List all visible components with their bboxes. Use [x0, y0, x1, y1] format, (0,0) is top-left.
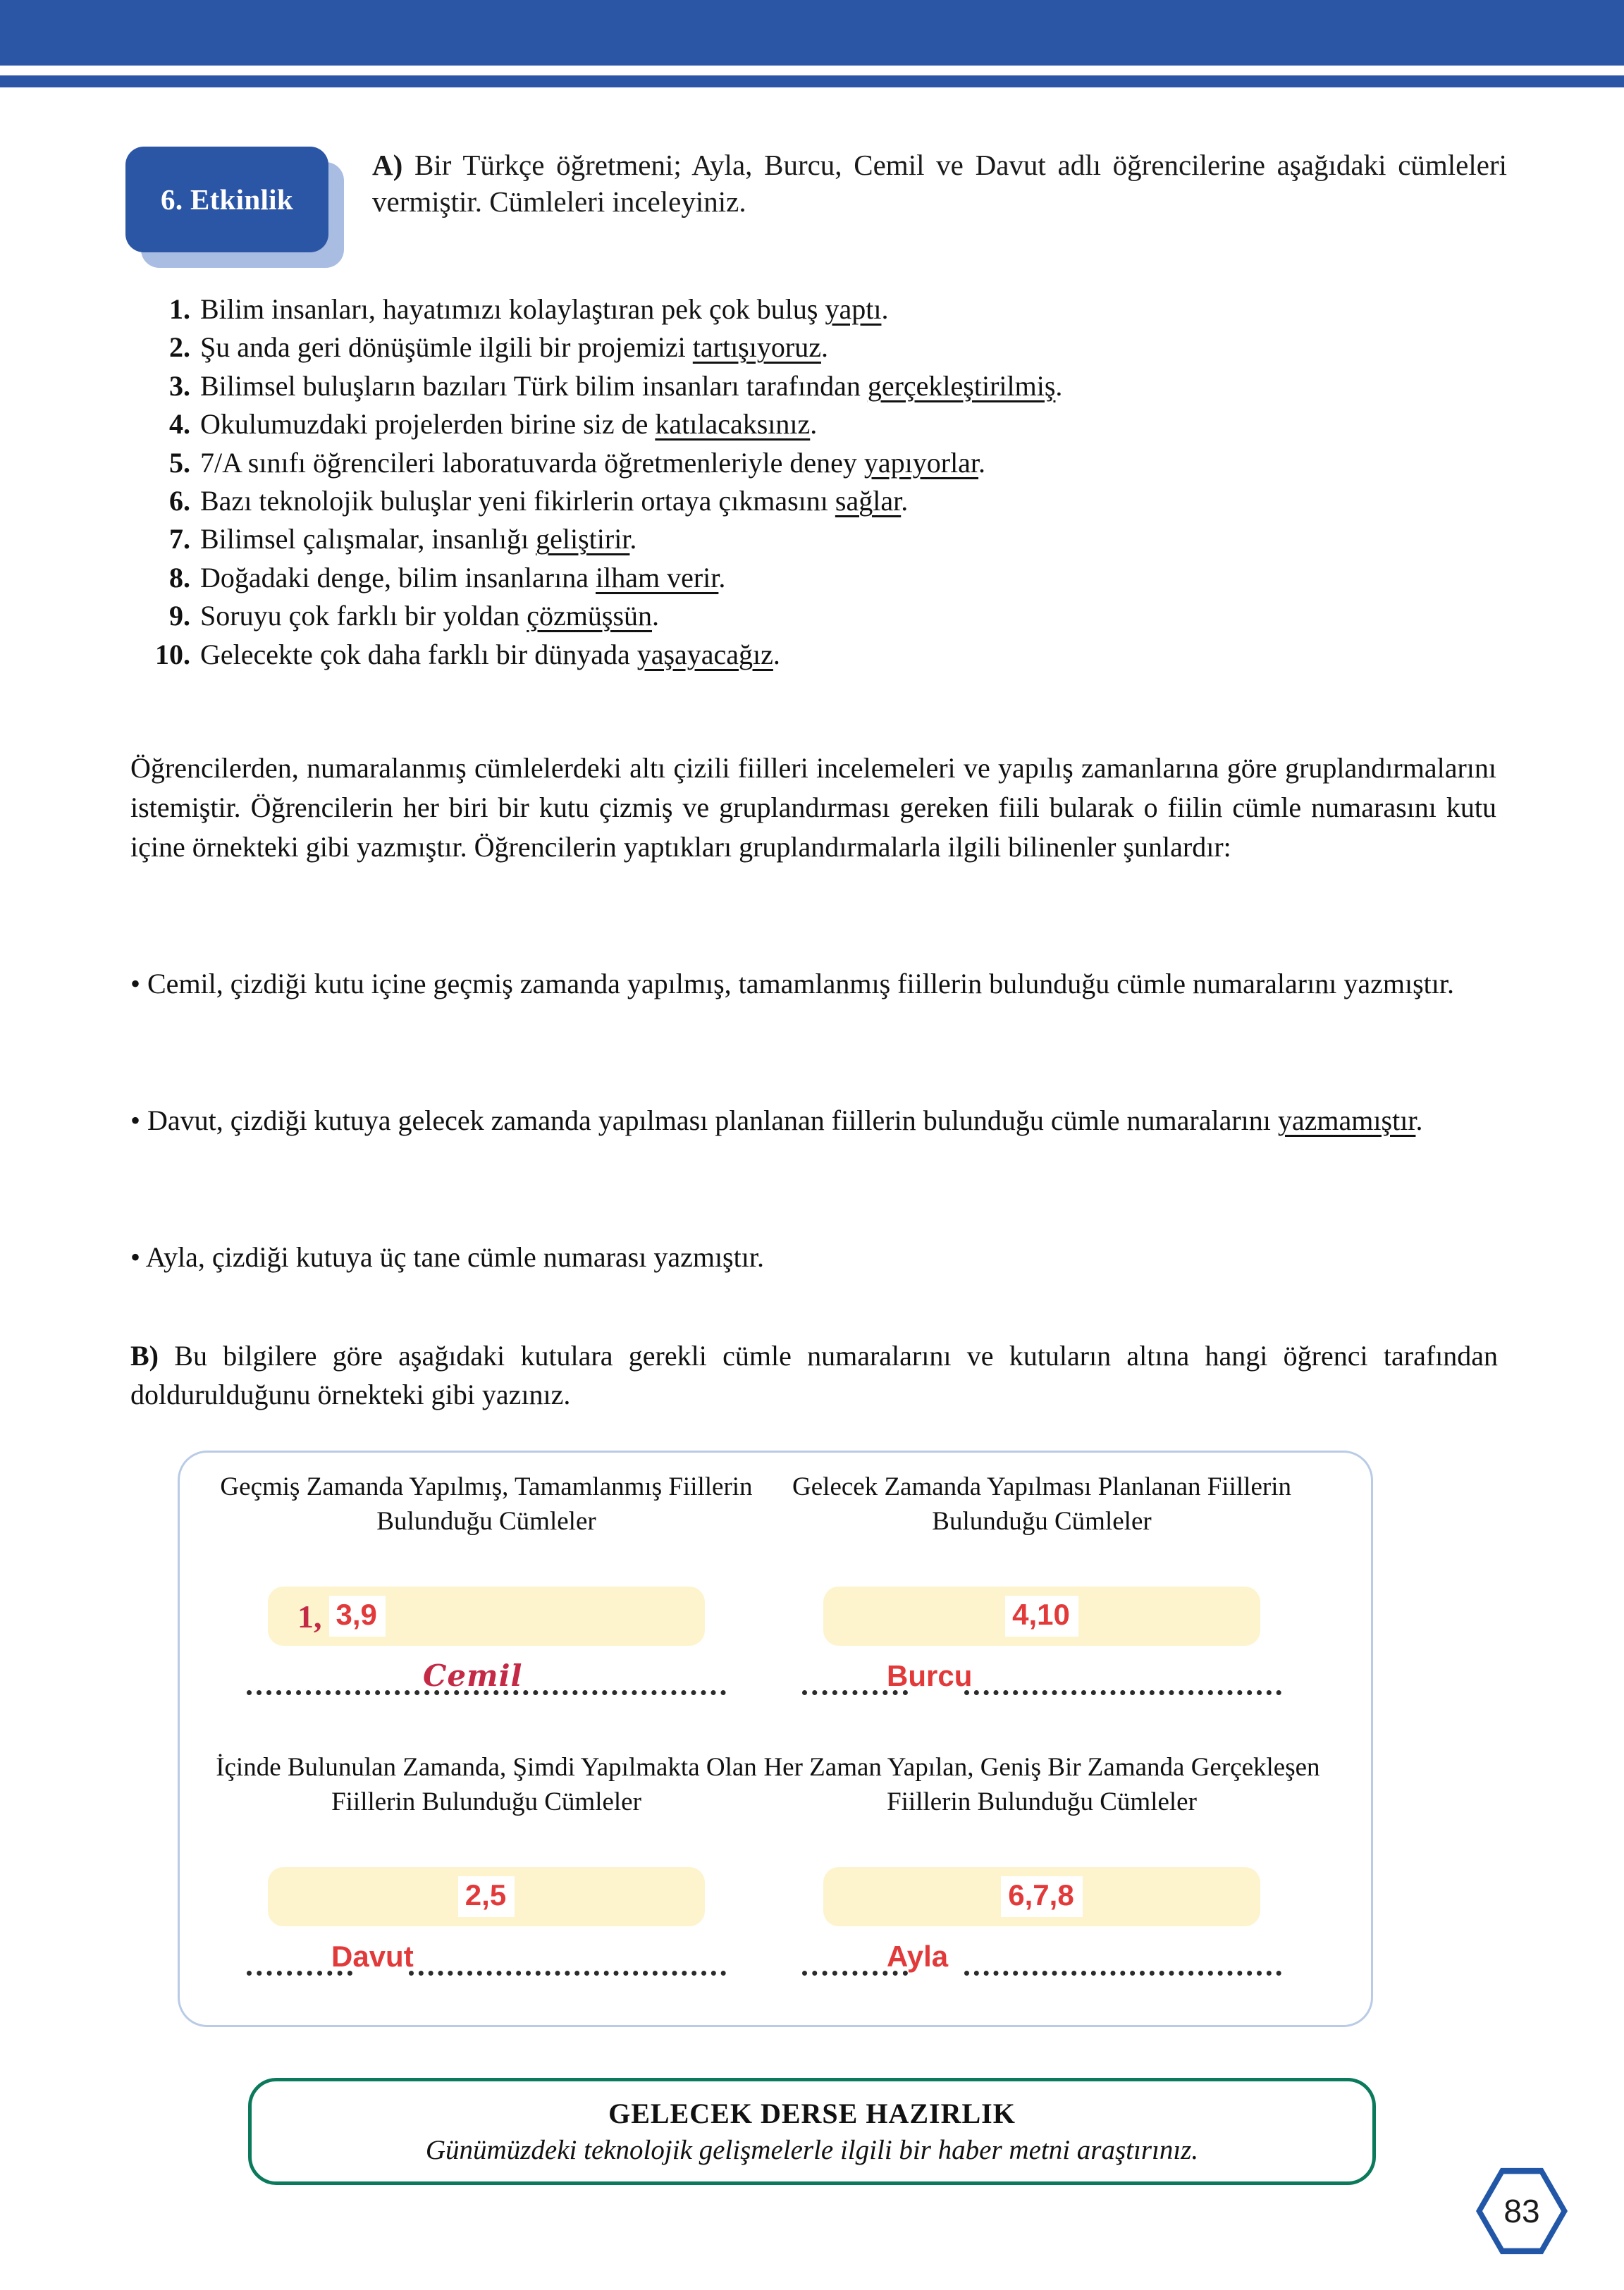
sentence-text [200, 405, 1480, 443]
sentence-prefix: Doğadaki denge, bilim insanlarına [200, 561, 596, 593]
answer-cell [208, 1470, 765, 1698]
sentence-prefix: Bazı teknolojik buluşlar yeni fikirlerin ortaya çıkmasını [200, 484, 835, 517]
answer-cell-title: Geçmiş Zamanda Yapılmış, Tamamlanmış Fiillerin Bulunduğu Cümleler [220, 1472, 753, 1537]
sentence-number: 9. [169, 600, 190, 632]
sentence-suffix: . [718, 561, 726, 593]
underlined-verb: gerçekleştirilmiş [867, 369, 1056, 402]
activity-header [125, 147, 1507, 268]
sentence-suffix: . [810, 408, 818, 441]
sentence-text [200, 328, 1480, 367]
sentence-text [200, 290, 1480, 328]
sentence-suffix: . [629, 523, 637, 555]
student-name: Ayla [887, 1940, 949, 1973]
answer-cell-title: Her Zaman Yapılan, Geniş Bir Zamanda Gerçekleşen Fiillerin Bulunduğu Cümleler [763, 1753, 1320, 1817]
underlined-verb: sağlar [835, 484, 902, 517]
sentence-suffix: . [978, 446, 986, 479]
sentence-item [141, 482, 1480, 520]
answer-cell-title: Gelecek Zamanda Yapılması Planlanan Fiillerin Bulunduğu Cümleler [792, 1472, 1291, 1537]
dotted-line-right [964, 1690, 1281, 1695]
sentence-item [141, 405, 1480, 443]
bullet-davut-verb: yazmamıştır [1277, 1104, 1416, 1136]
page-number-value: 83 [1503, 2193, 1540, 2229]
sentence-prefix: 7/A sınıfı öğrencileri laboratuvarda öğretmenleriyle deney [200, 446, 864, 479]
student-name-line[interactable] [247, 1935, 726, 1978]
part-b-instruction [130, 1336, 1498, 1414]
sentence-item [141, 367, 1480, 405]
dotted-line-right [964, 1971, 1281, 1976]
part-a-text: Bir Türkçe öğretmeni; Ayla, Burcu, Cemil ve Davut adlı öğrencilerine aşağıdaki cümleleri vermiştir. Cümleleri inceleyiniz. [372, 149, 1508, 218]
sentence-number: 1. [169, 293, 190, 325]
answer-number-content [823, 1587, 1260, 1646]
bullet-ayla: • Ayla, çizdiği kutuya üç tane cümle numarası yazmıştır. [130, 1241, 764, 1273]
part-b-text: Bu bilgilere göre aşağıdaki kutulara gerekli cümle numaralarını ve kutuların altına hangi öğrenci tarafından doldurulduğunu örnekteki gibi yazınız. [130, 1340, 1499, 1411]
bullet-davut-post: . [1415, 1104, 1423, 1136]
answer-number-box[interactable] [268, 1587, 705, 1646]
underlined-verb: geliştirir [536, 523, 630, 555]
part-b-marker: B) [130, 1340, 159, 1372]
sentence-text [200, 367, 1480, 405]
part-a-marker: A) [372, 149, 403, 181]
underlined-verb: yapıyorlar [863, 446, 979, 479]
sentence-text [200, 482, 1480, 520]
handwritten-answer-number: 3,9 [329, 1596, 386, 1637]
underlined-verb: yaşayacağız [636, 638, 773, 670]
underlined-verb: yaptı [825, 293, 882, 325]
sentence-suffix: . [881, 293, 889, 325]
student-name-line[interactable] [802, 1654, 1281, 1698]
sentence-item [141, 636, 1480, 674]
sentence-prefix: Okulumuzdaki projelerden birine siz de [200, 408, 656, 441]
answer-number-content [823, 1867, 1260, 1926]
student-name: Burcu [887, 1659, 973, 1692]
sentence-item [141, 328, 1480, 367]
student-name-line[interactable] [247, 1654, 726, 1698]
activity-badge-label: 6. Etkinlik [125, 147, 328, 252]
sentence-prefix: Gelecekte çok daha farklı bir dünyada [200, 638, 637, 670]
part-a-instruction [372, 147, 1507, 221]
prep-title: GELECEK DERSE HAZIRLIK [608, 2098, 1016, 2129]
answer-grid-panel [178, 1451, 1373, 2027]
sentence-suffix: . [773, 638, 780, 670]
sentence-suffix: . [1055, 369, 1063, 402]
answer-cell [763, 1470, 1320, 1698]
answer-number-content [268, 1867, 705, 1926]
underlined-verb: çözmüşsün [527, 600, 653, 632]
dotted-line-right [409, 1971, 726, 1976]
bullet-davut-pre: • Davut, çizdiği kutuya gelecek zamanda yapılması planlanan fiillerin bulunduğu cümle numaralarını [130, 1104, 1278, 1136]
handwritten-answer-number: 4,10 [1005, 1596, 1078, 1637]
prep-text: Günümüzdeki teknolojik gelişmelerle ilgili bir haber metni araştırınız. [425, 2135, 1199, 2165]
sentence-number: 10. [155, 638, 190, 670]
answer-number-box[interactable] [823, 1867, 1260, 1926]
underlined-verb: katılacaksınız [655, 408, 811, 441]
sentence-prefix: Soruyu çok farklı bir yoldan [200, 600, 527, 632]
answer-number-content [268, 1587, 705, 1646]
sentence-prefix: Bilimsel çalışmalar, insanlığı [200, 523, 536, 555]
page-number-badge [1476, 2165, 1568, 2257]
sentence-number: 6. [169, 484, 190, 517]
sentence-number: 4. [169, 408, 190, 441]
bullet-davut [130, 1101, 1498, 1140]
answer-cell [208, 1750, 765, 1978]
sentence-item [141, 559, 1480, 597]
sentence-text [200, 559, 1480, 597]
sentence-item [141, 444, 1480, 482]
answer-cell-title: İçinde Bulunulan Zamanda, Şimdi Yapılmakta Olan Fiillerin Bulunduğu Cümleler [216, 1753, 757, 1817]
activity-badge [125, 147, 344, 268]
sentence-item [141, 520, 1480, 558]
student-name: Davut [331, 1940, 414, 1973]
underlined-verb: tartışıyoruz [692, 331, 821, 364]
sentence-number: 8. [169, 561, 190, 593]
sentence-item [141, 290, 1480, 328]
student-name-line[interactable] [802, 1935, 1281, 1978]
handwritten-answer-number: 6,7,8 [1001, 1876, 1082, 1917]
sentence-text [200, 636, 1480, 674]
sentence-prefix: Bilim insanları, hayatımızı kolaylaştıran pek çok buluş [200, 293, 825, 325]
sentence-number: 2. [169, 331, 190, 364]
sentence-number: 3. [169, 369, 190, 402]
answer-number-box[interactable] [823, 1587, 1260, 1646]
bullet-cemil: • Cemil, çizdiği kutu içine geçmiş zamanda yapılmış, tamamlanmış fiillerin bulunduğu cümle numaralarını yazmıştır. [130, 968, 1454, 999]
printed-example-number: 1, [297, 1598, 322, 1635]
sentence-suffix: . [820, 331, 828, 364]
sentence-text [200, 444, 1480, 482]
next-lesson-prep-box [248, 2078, 1376, 2185]
sentence-number: 5. [169, 446, 190, 479]
explanation-paragraph: Öğrencilerden, numaralanmış cümlelerdeki altı çizili fiilleri incelemeleri ve yapılış zamanlarına göre gruplandırmalarını istemiştir. Öğrencilerin her biri bir kutu çizmiş ve gruplandırması gereken fiili bularak o fiilin cümle numarasını kutu içine örnekteki gibi yazmıştır. Öğrencilerin yaptıkları gruplandırmalarla ilgili bilinenler şunlardır: [130, 752, 1496, 863]
sentence-prefix: Bilimsel buluşların bazıları Türk bilim insanları tarafından [200, 369, 868, 402]
sentence-item [141, 597, 1480, 635]
student-name: Cemil [423, 1658, 523, 1693]
underlined-verb: ilham verir [595, 561, 719, 593]
sentence-list [141, 290, 1480, 674]
answer-number-box[interactable] [268, 1867, 705, 1926]
answer-cell [763, 1750, 1320, 1978]
handwritten-answer-number: 2,5 [458, 1876, 515, 1917]
sentence-text [200, 520, 1480, 558]
sentence-text [200, 597, 1480, 635]
sentence-suffix: . [901, 484, 909, 517]
sentence-number: 7. [169, 523, 190, 555]
sentence-suffix: . [652, 600, 660, 632]
sentence-prefix: Şu anda geri dönüşümle ilgili bir projemizi [200, 331, 693, 364]
